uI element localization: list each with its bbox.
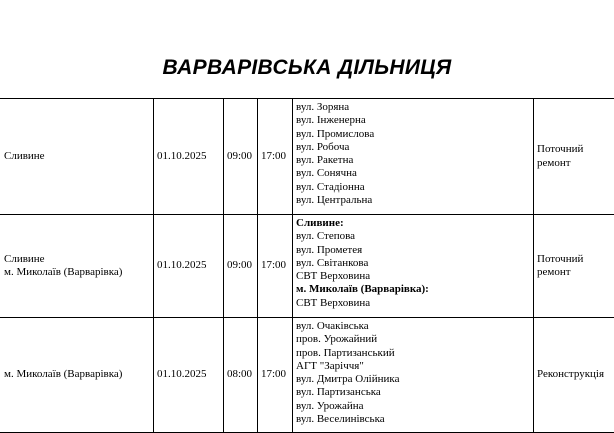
- address-line: пров. Партизанський: [296, 347, 530, 360]
- start-time: 09:00: [227, 150, 254, 163]
- start-time: 09:00: [227, 259, 254, 272]
- start-time-cell: [224, 215, 258, 318]
- table-row: [0, 318, 614, 433]
- address-line: вул. Прометея: [296, 244, 530, 257]
- address-line: вул. Веселинівська: [296, 413, 530, 426]
- addresses-cell: [293, 215, 534, 318]
- address-line: вул. Степова: [296, 230, 530, 243]
- start-time-cell: [224, 318, 258, 433]
- end-time-cell: [258, 318, 293, 433]
- address-line: АГТ "Заріччя": [296, 360, 530, 373]
- date-value: 01.10.2025: [157, 368, 220, 381]
- outage-schedule-table: [0, 98, 614, 433]
- address-line: Сливине:: [296, 217, 530, 230]
- locality-name: м. Миколаїв (Варварівка): [4, 266, 150, 279]
- end-time: 17:00: [261, 368, 289, 381]
- work-type-cell: [534, 99, 614, 215]
- addresses-cell: [293, 318, 534, 433]
- address-line: вул. Центральна: [296, 194, 530, 207]
- end-time-cell: [258, 215, 293, 318]
- address-line: вул. Зоряна: [296, 101, 530, 114]
- work-type-text: ремонт: [537, 266, 613, 279]
- address-line: вул. Світанкова: [296, 257, 530, 270]
- address-line: вул. Ракетна: [296, 154, 530, 167]
- address-line: вул. Дмитра Олійника: [296, 373, 530, 386]
- address-line: вул. Партизанська: [296, 386, 530, 399]
- locality-name: Сливине: [4, 150, 150, 163]
- start-time-cell: [224, 99, 258, 215]
- date-value: 01.10.2025: [157, 150, 220, 163]
- address-line: пров. Урожайний: [296, 333, 530, 346]
- end-time: 17:00: [261, 150, 289, 163]
- work-type-text: ремонт: [537, 157, 613, 170]
- date-cell: [154, 99, 224, 215]
- date-value: 01.10.2025: [157, 259, 220, 272]
- locality-cell: [0, 99, 154, 215]
- end-time: 17:00: [261, 259, 289, 272]
- address-line: вул. Очаківська: [296, 320, 530, 333]
- table-row: [0, 215, 614, 318]
- end-time-cell: [258, 99, 293, 215]
- section-title: ВАРВАРІВСЬКА ДІЛЬНИЦЯ: [0, 56, 614, 80]
- address-line: вул. Інженерна: [296, 114, 530, 127]
- addresses-cell: [293, 99, 534, 215]
- address-line: м. Миколаїв (Варварівка):: [296, 283, 530, 296]
- work-type-text: Реконструкція: [537, 368, 613, 381]
- locality-name: м. Миколаїв (Варварівка): [4, 368, 150, 381]
- work-type-text: Поточний: [537, 143, 613, 156]
- address-line: СВТ Верховина: [296, 270, 530, 283]
- locality-name: Сливине: [4, 253, 150, 266]
- start-time: 08:00: [227, 368, 254, 381]
- work-type-text: Поточний: [537, 253, 613, 266]
- address-line: СВТ Верховина: [296, 297, 530, 310]
- table-row: [0, 99, 614, 215]
- address-line: вул. Стадіонна: [296, 181, 530, 194]
- work-type-cell: [534, 215, 614, 318]
- address-line: вул. Робоча: [296, 141, 530, 154]
- locality-cell: [0, 215, 154, 318]
- date-cell: [154, 215, 224, 318]
- date-cell: [154, 318, 224, 433]
- work-type-cell: [534, 318, 614, 433]
- locality-cell: [0, 318, 154, 433]
- address-line: вул. Урожайна: [296, 400, 530, 413]
- address-line: вул. Промислова: [296, 128, 530, 141]
- address-line: вул. Сонячна: [296, 167, 530, 180]
